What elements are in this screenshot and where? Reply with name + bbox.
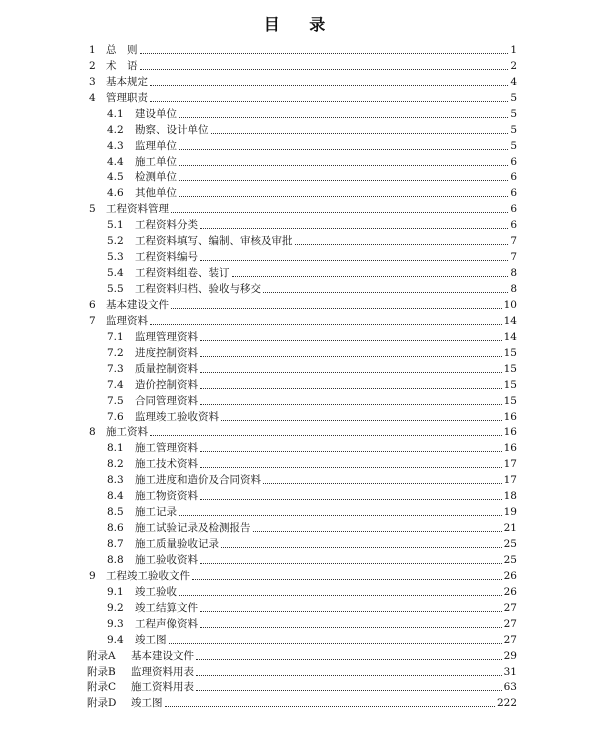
toc-section-entry[interactable]	[87, 328, 517, 344]
dot-leader	[295, 244, 509, 245]
toc-entry-number: 5.1	[107, 219, 124, 232]
toc-entry-page-number: 25	[503, 553, 517, 566]
toc-entry-number: 4.2	[107, 123, 124, 136]
toc-entry-page-number: 17	[503, 458, 517, 471]
dot-leader	[192, 579, 502, 580]
toc-section-entry[interactable]	[87, 535, 517, 551]
toc-entry-number: 9.2	[107, 601, 124, 614]
toc-entry-page-number: 21	[503, 522, 517, 535]
dot-leader	[200, 451, 502, 452]
dot-leader	[232, 276, 509, 277]
toc-entry-page-number: 7	[510, 235, 517, 248]
toc-entry-number: 4.1	[107, 107, 124, 120]
toc-chapter-entry[interactable]	[87, 296, 517, 312]
toc-chapter-entry[interactable]	[87, 73, 517, 89]
dot-leader	[200, 467, 502, 468]
toc-entry-page-number: 6	[510, 219, 517, 232]
dot-leader	[263, 483, 502, 484]
toc-entry-label: 施工单位	[135, 155, 177, 168]
dot-leader	[200, 611, 502, 612]
toc-appendix-entry[interactable]	[87, 694, 517, 710]
toc-section-entry[interactable]	[87, 471, 517, 487]
dot-leader	[200, 404, 502, 405]
toc-entry-page-number: 16	[503, 442, 517, 455]
toc-entry-label: 工程竣工验收文件	[106, 569, 190, 582]
dot-leader	[221, 420, 502, 421]
toc-entry-page-number: 2	[510, 59, 517, 72]
toc-entry-label: 基本建设文件	[131, 649, 194, 662]
dot-leader	[150, 85, 508, 86]
toc-entry-label: 工程资料管理	[106, 203, 169, 216]
toc-entry-page-number: 14	[503, 330, 517, 343]
toc-appendix-entry[interactable]	[87, 679, 517, 695]
toc-entry-number: 5	[89, 203, 96, 216]
toc-section-entry[interactable]	[87, 360, 517, 376]
page-title: 目 录	[263, 15, 338, 34]
toc-entry-label: 施工技术资料	[135, 458, 198, 471]
toc-section-entry[interactable]	[87, 280, 517, 296]
toc-entry-label: 监理单位	[135, 139, 177, 152]
toc-entry-page-number: 19	[503, 506, 517, 519]
toc-entry-label: 术 语	[106, 59, 138, 72]
toc-entry-page-number: 1	[510, 43, 517, 56]
toc-chapter-entry[interactable]	[87, 57, 517, 73]
dot-leader	[179, 515, 502, 516]
toc-section-entry[interactable]	[87, 615, 517, 631]
toc-chapter-entry[interactable]	[87, 41, 517, 57]
toc-entry-number: 8.2	[107, 458, 124, 471]
dot-leader	[221, 547, 502, 548]
dot-leader	[179, 595, 502, 596]
toc-entry-label: 建设单位	[135, 107, 177, 120]
toc-entry-label: 工程资料归档、验收与移交	[135, 283, 261, 295]
toc-appendix-entry[interactable]	[87, 663, 517, 679]
toc-entry-number: 4.4	[107, 155, 124, 168]
toc-entry-label: 施工试验记录及检测报告	[135, 522, 251, 535]
toc-entry-number: 8.5	[107, 506, 124, 519]
toc-chapter-entry[interactable]	[87, 312, 517, 328]
toc-entry-number: 7.5	[107, 394, 124, 407]
dot-leader	[196, 675, 502, 676]
toc-entry-label: 监理资料	[106, 314, 148, 327]
toc-entry-page-number: 7	[510, 251, 517, 264]
toc-entry-number: 8	[89, 426, 96, 439]
dot-leader	[200, 260, 508, 261]
toc-entry-label: 监理资料用表	[131, 665, 194, 678]
toc-entry-page-number: 27	[503, 617, 517, 630]
dot-leader	[200, 563, 502, 564]
toc-entry-number: 9.3	[107, 617, 124, 630]
toc-chapter-entry[interactable]	[87, 424, 517, 440]
toc-entry-label: 竣工图	[135, 633, 167, 646]
toc-entry-number: 附录D	[87, 697, 117, 710]
toc-chapter-entry[interactable]	[87, 200, 517, 216]
dot-leader	[179, 165, 508, 166]
toc-entry-number: 7	[89, 314, 96, 327]
toc-section-entry[interactable]	[87, 121, 517, 137]
toc-entry-number: 8.8	[107, 553, 124, 566]
toc-entry-label: 施工记录	[135, 506, 177, 519]
toc-section-entry[interactable]	[87, 376, 517, 392]
toc-entry-label: 施工验收资料	[135, 553, 198, 566]
toc-entry-label: 工程资料编号	[135, 251, 198, 264]
toc-entry-label: 施工资料用表	[131, 681, 194, 694]
toc-section-entry[interactable]	[87, 392, 517, 408]
toc-entry-number: 9	[89, 569, 96, 582]
dot-leader	[263, 292, 508, 293]
dot-leader	[200, 499, 502, 500]
toc-entry-page-number: 5	[510, 107, 517, 120]
toc-section-entry[interactable]	[87, 487, 517, 503]
toc-entry-label: 竣工图	[131, 697, 163, 710]
toc-entry-page-number: 222	[496, 697, 517, 710]
toc-entry-number: 7.6	[107, 410, 124, 423]
toc-entry-page-number: 4	[510, 75, 517, 88]
toc-section-entry[interactable]	[87, 599, 517, 615]
toc-entry-label: 合同管理资料	[135, 394, 198, 407]
toc-section-entry[interactable]	[87, 439, 517, 455]
dot-leader	[200, 356, 502, 357]
dot-leader	[211, 133, 509, 134]
toc-appendix-entry[interactable]	[87, 647, 517, 663]
toc-section-entry[interactable]	[87, 583, 517, 599]
dot-leader	[253, 531, 502, 532]
toc-section-entry[interactable]	[87, 105, 517, 121]
toc-entry-page-number: 16	[503, 426, 517, 439]
toc-entry-number: 5.4	[107, 267, 124, 280]
dot-leader	[200, 627, 502, 628]
toc-entry-page-number: 27	[503, 601, 517, 614]
toc-entry-label: 检测单位	[135, 171, 177, 184]
toc-entry-label: 施工进度和造价及合同资料	[135, 474, 261, 487]
toc-section-entry[interactable]	[87, 153, 517, 169]
toc-entry-label: 勘察、设计单位	[135, 123, 209, 136]
dot-leader	[150, 324, 502, 325]
toc-entry-number: 1	[89, 43, 96, 56]
toc-entry-number: 7.1	[107, 330, 124, 343]
dot-leader	[196, 659, 502, 660]
toc-entry-label: 工程资料组卷、装订	[135, 267, 230, 280]
toc-entry-page-number: 8	[510, 267, 517, 280]
toc-entry-page-number: 16	[503, 410, 517, 423]
toc-entry-page-number: 15	[503, 362, 517, 375]
dot-leader	[179, 180, 508, 181]
toc-entry-label: 工程声像资料	[135, 617, 198, 630]
toc-entry-label: 造价控制资料	[135, 378, 198, 391]
toc-entry-number: 8.3	[107, 474, 124, 487]
toc-entry-page-number: 26	[503, 585, 517, 598]
dot-leader	[171, 212, 508, 213]
toc-entry-number: 附录A	[87, 649, 116, 662]
toc-entry-number: 5.3	[107, 251, 124, 264]
toc-section-entry[interactable]	[87, 631, 517, 647]
toc-entry-number: 9.1	[107, 585, 124, 598]
dot-leader	[179, 196, 508, 197]
toc-section-entry[interactable]	[87, 232, 517, 248]
toc-entry-label: 竣工结算文件	[135, 601, 198, 614]
toc-entry-page-number: 15	[503, 394, 517, 407]
table-of-contents	[87, 41, 517, 710]
toc-entry-label: 施工资料	[106, 426, 148, 439]
dot-leader	[140, 69, 509, 70]
toc-entry-number: 4.3	[107, 139, 124, 152]
toc-section-entry[interactable]	[87, 169, 517, 185]
toc-entry-label: 其他单位	[135, 187, 177, 200]
dot-leader	[165, 706, 495, 707]
toc-entry-page-number: 6	[510, 155, 517, 168]
toc-entry-page-number: 63	[503, 681, 517, 694]
toc-entry-label: 施工管理资料	[135, 442, 198, 455]
toc-section-entry[interactable]	[87, 264, 517, 280]
toc-entry-number: 7.3	[107, 362, 124, 375]
toc-entry-label: 监理管理资料	[135, 330, 198, 343]
dot-leader	[196, 690, 502, 691]
toc-entry-page-number: 5	[510, 123, 517, 136]
dot-leader	[200, 372, 502, 373]
toc-section-entry[interactable]	[87, 455, 517, 471]
dot-leader	[200, 340, 502, 341]
toc-entry-label: 竣工验收	[135, 585, 177, 598]
toc-entry-number: 8.6	[107, 522, 124, 535]
toc-section-entry[interactable]	[87, 184, 517, 200]
dot-leader	[140, 53, 509, 54]
toc-entry-page-number: 27	[503, 633, 517, 646]
toc-entry-page-number: 8	[510, 283, 517, 295]
toc-entry-label: 施工质量验收记录	[135, 538, 219, 550]
toc-entry-number: 附录C	[87, 681, 117, 694]
toc-entry-page-number: 5	[510, 139, 517, 152]
toc-entry-label: 进度控制资料	[135, 346, 198, 359]
toc-entry-number: 6	[89, 298, 96, 311]
toc-entry-number: 4.5	[107, 171, 124, 184]
toc-entry-label: 管理职责	[106, 91, 148, 104]
toc-section-entry[interactable]	[87, 551, 517, 567]
toc-entry-page-number: 26	[503, 569, 517, 582]
toc-section-entry[interactable]	[87, 503, 517, 519]
toc-entry-page-number: 14	[503, 314, 517, 327]
toc-entry-number: 3	[89, 75, 96, 88]
toc-entry-number: 4.6	[107, 187, 124, 200]
toc-entry-page-number: 6	[510, 203, 517, 216]
toc-entry-label: 工程资料填写、编制、审核及审批	[135, 235, 293, 248]
dot-leader	[169, 643, 502, 644]
toc-entry-page-number: 25	[503, 538, 517, 550]
toc-entry-label: 基本规定	[106, 75, 148, 88]
toc-section-entry[interactable]	[87, 344, 517, 360]
toc-chapter-entry[interactable]	[87, 89, 517, 105]
dot-leader	[200, 228, 508, 229]
toc-entry-label: 质量控制资料	[135, 362, 198, 375]
toc-entry-page-number: 6	[510, 171, 517, 184]
toc-section-entry[interactable]	[87, 248, 517, 264]
toc-entry-page-number: 18	[503, 490, 517, 503]
toc-entry-page-number: 15	[503, 378, 517, 391]
toc-entry-label: 总 则	[106, 43, 138, 56]
toc-entry-label: 施工物资资料	[135, 490, 198, 503]
toc-entry-page-number: 5	[510, 91, 517, 104]
toc-entry-page-number: 10	[503, 298, 517, 311]
dot-leader	[150, 435, 502, 436]
toc-entry-label: 监理竣工验收资料	[135, 410, 219, 423]
toc-entry-page-number: 6	[510, 187, 517, 200]
toc-entry-number: 7.4	[107, 378, 124, 391]
dot-leader	[200, 388, 502, 389]
toc-entry-number: 9.4	[107, 633, 124, 646]
toc-section-entry[interactable]	[87, 137, 517, 153]
dot-leader	[150, 101, 508, 102]
toc-section-entry[interactable]	[87, 519, 517, 535]
toc-entry-number: 8.4	[107, 490, 124, 503]
toc-entry-page-number: 15	[503, 346, 517, 359]
dot-leader	[179, 117, 508, 118]
toc-entry-number: 8.7	[107, 538, 124, 550]
toc-entry-page-number: 31	[503, 665, 517, 678]
toc-chapter-entry[interactable]	[87, 567, 517, 583]
toc-entry-number: 4	[89, 91, 96, 104]
toc-section-entry[interactable]	[87, 408, 517, 424]
toc-section-entry[interactable]	[87, 216, 517, 232]
toc-entry-label: 基本建设文件	[106, 298, 169, 311]
toc-entry-page-number: 17	[503, 474, 517, 487]
dot-leader	[179, 149, 508, 150]
toc-entry-number: 附录B	[87, 665, 116, 678]
dot-leader	[171, 308, 502, 309]
toc-entry-number: 7.2	[107, 346, 124, 359]
toc-entry-label: 工程资料分类	[135, 219, 198, 232]
toc-entry-number: 2	[89, 59, 96, 72]
toc-entry-page-number: 29	[503, 649, 517, 662]
toc-entry-number: 5.5	[107, 283, 124, 295]
toc-entry-number: 5.2	[107, 235, 124, 248]
toc-entry-number: 8.1	[107, 442, 124, 455]
